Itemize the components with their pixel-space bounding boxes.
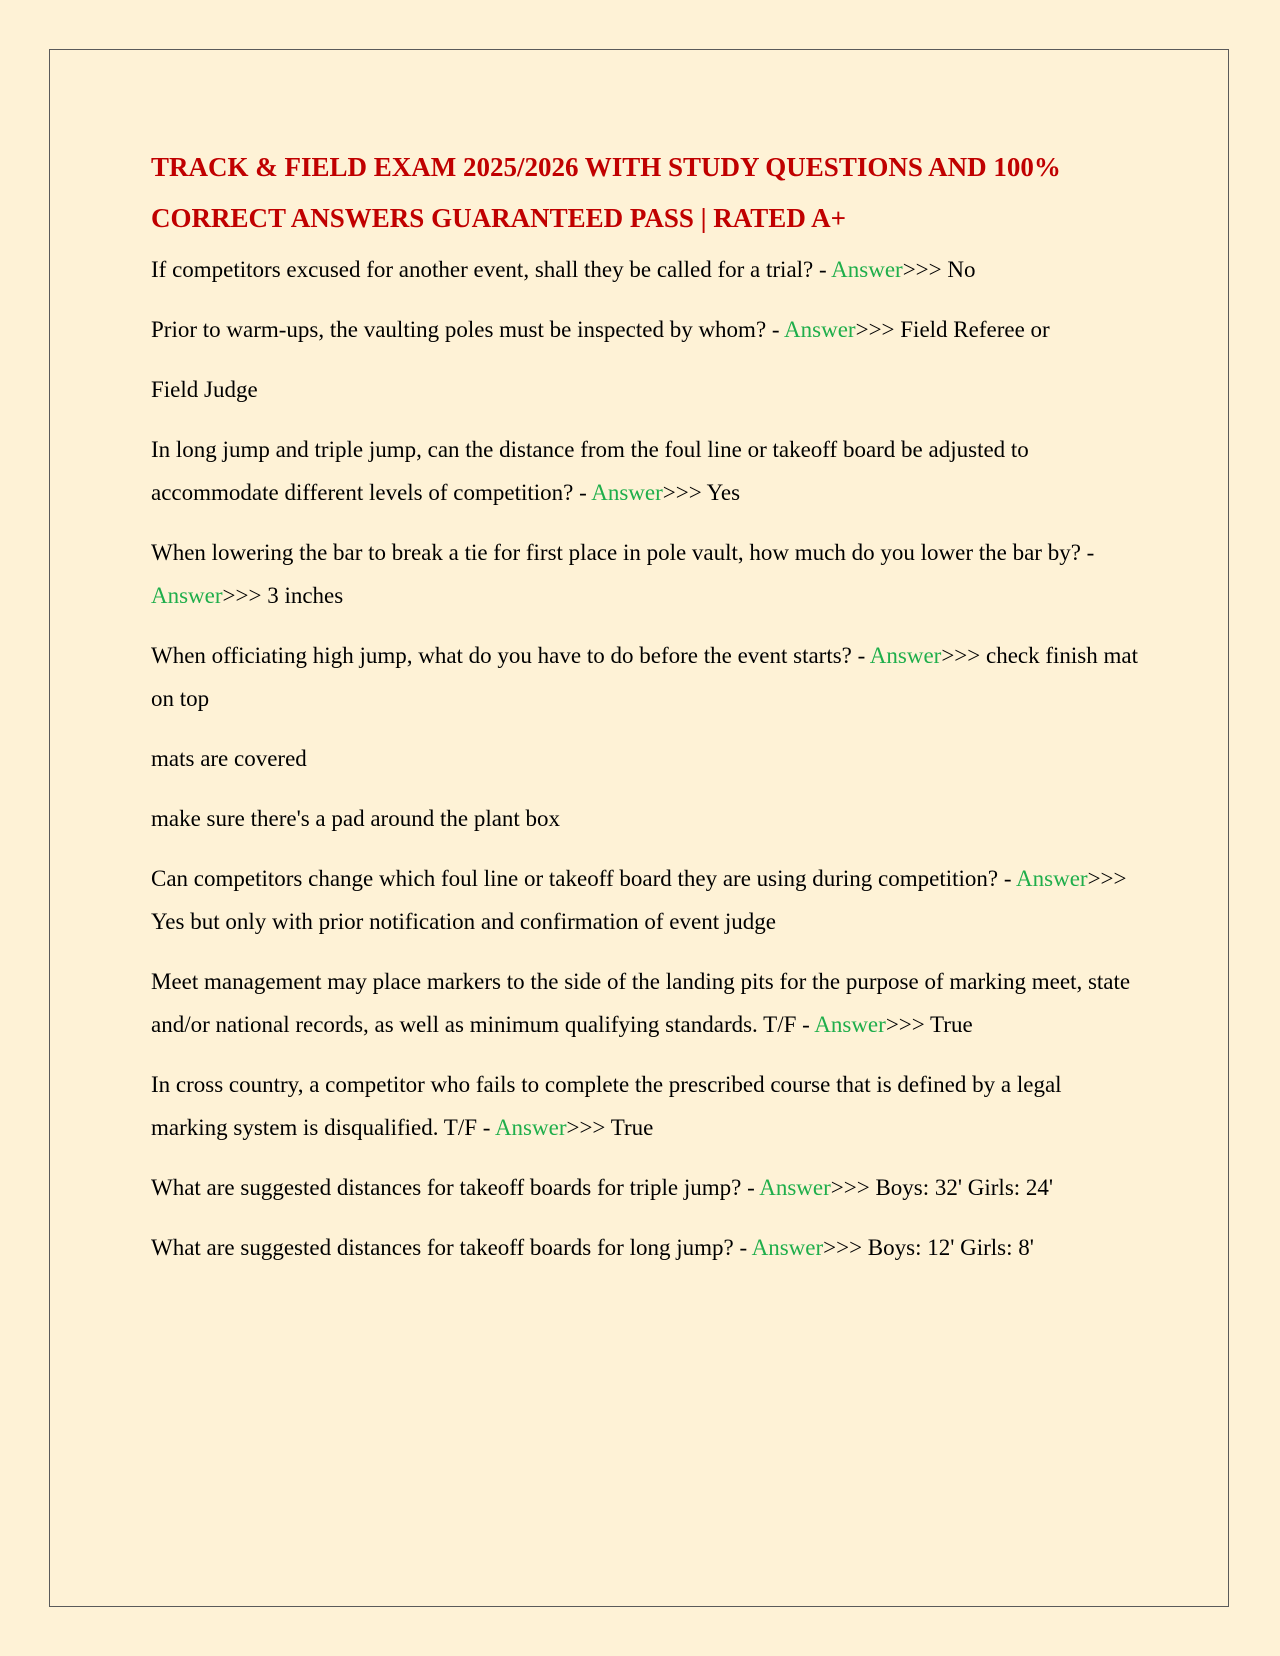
answer-label: Answer: [869, 643, 942, 668]
qa-item: [151, 308, 1141, 351]
qa-item: [151, 531, 1141, 617]
answer-text: >>> Yes but only with prior notification and confirmation of event judge: [151, 866, 1127, 934]
answer-label: Answer: [831, 257, 903, 282]
question-text: In long jump and triple jump, can the distance from the foul line or takeoff board be adjusted to accommodate different levels of competition? -: [151, 437, 1029, 505]
question-text: What are suggested distances for takeoff boards for long jump? -: [151, 1235, 748, 1260]
answer-text: >>> Boys: 32' Girls: 24': [830, 1175, 1054, 1200]
question-text: Prior to warm-ups, the vaulting poles must be inspected by whom? -: [151, 317, 780, 342]
question-text: If competitors excused for another event, shall they be called for a trial? -: [151, 257, 827, 282]
answer-label: Answer: [494, 1115, 567, 1140]
qa-item: [151, 634, 1141, 720]
question-text: What are suggested distances for takeoff boards for triple jump? -: [151, 1175, 755, 1200]
answer-text: >>> check finish mat on top: [151, 643, 1138, 711]
qa-item: [151, 248, 1141, 291]
answer-text: >>> Boys: 12' Girls: 8': [823, 1235, 1034, 1260]
answer-label: Answer: [751, 1235, 824, 1260]
question-text: In cross country, a competitor who fails to complete the prescribed course that is defined by a legal marking system is disqualified. T/F -: [151, 1072, 1062, 1140]
question-text: When officiating high jump, what do you have to do before the event starts? -: [151, 643, 866, 668]
answer-text: >>> No: [902, 257, 976, 282]
answer-label: Answer: [591, 480, 663, 505]
answer-label: Answer: [784, 317, 856, 342]
answer-label: Answer: [1016, 866, 1088, 891]
qa-item: [151, 428, 1141, 514]
qa-item: [151, 1063, 1141, 1149]
answer-continuation: Field Judge: [151, 377, 258, 402]
answer-label: Answer: [814, 1012, 886, 1037]
answer-text: >>> True: [885, 1012, 973, 1037]
answer-text: >>> Yes: [662, 480, 741, 505]
qa-item: [151, 960, 1141, 1046]
answer-text: >>> 3 inches: [222, 583, 344, 608]
question-text: Meet management may place markers to the side of the landing pits for the purpose of marking meet, state and/or national records, as well as minimum qualifying standards. T/F -: [151, 969, 1131, 1037]
document-title: TRACK & FIELD EXAM 2025/2026 WITH STUDY QUESTIONS AND 100% CORRECT ANSWERS GUARANTEED PASS | RATED A+: [151, 152, 1061, 233]
qa-item: [151, 857, 1141, 943]
answer-text: >>> True: [566, 1115, 654, 1140]
qa-item: [151, 1226, 1141, 1269]
answer-continuation: make sure there's a pad around the plant box: [151, 806, 561, 831]
answer-continuation: mats are covered: [151, 746, 307, 771]
answer-label: Answer: [759, 1175, 831, 1200]
question-text: When lowering the bar to break a tie for first place in pole vault, how much do you lower the bar by? -: [151, 540, 1095, 565]
answer-text: >>> Field Referee or: [855, 317, 1050, 342]
answer-label: Answer: [151, 583, 223, 608]
document-body: [151, 142, 1141, 1286]
qa-item: [151, 1166, 1141, 1209]
question-text: Can competitors change which foul line or takeoff board they are using during competition? -: [151, 866, 1012, 891]
